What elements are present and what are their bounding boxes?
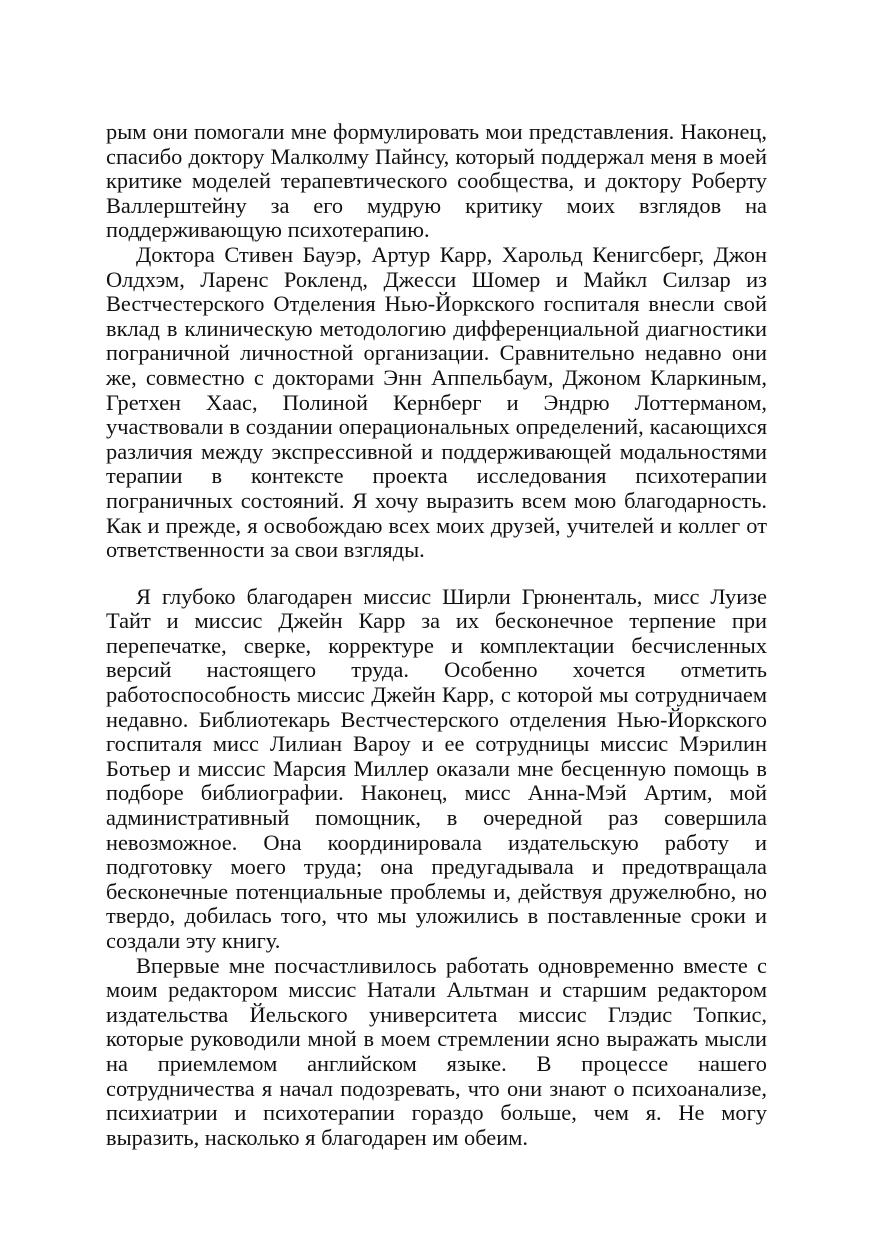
body-text	[106, 120, 767, 1150]
paragraph-editors-thanks: Впервые мне посчастливилось работать одновременно вместе с моим редактором миссис Натали Альтман и старшим редактором издательства Йельского университета миссис Глэдис Топкис, которые руководили мной в моем стремлении ясно выражать мысли на приемлемом английском языке. В процессе нашего сотрудничества я начал подозревать, что они знают о психоанализе, психиатрии и психотерапии гораздо больше, чем я. Не могу выразить, насколько я благодарен им обеим.	[106, 952, 767, 1150]
paragraph-colleagues: Доктора Стивен Бауэр, Артур Карр, Харольд Кенигсберг, Джон Олдхэм, Ларенс Рокленд, Джесси Шомер и Майкл Силзар из Вестчестерского Отделения Нью-Йоркского госпиталя внесли свой вклад в клиническую методологию дифференциальной диагностики пограничной личностной организации. Сравнительно недавно они же, совместно с докторами Энн Аппельбаум, Джоном Кларкиным, Гретхен Хаас, Полиной Кернберг и Эндрю Лоттерманом, участвовали в создании операциональных определений, касающихся различия между экспрессивной и поддерживающей модальностями терапии в контексте проекта исследования психотерапии пограничных состояний. Я хочу выразить всем мою благодарность. Как и прежде, я освобождаю всех моих друзей, учителей и коллег от ответственности за свои взгляды.	[106, 241, 767, 563]
paragraph-staff-thanks: Я глубоко благодарен миссис Ширли Грюненталь, мисс Луизе Тайт и миссис Джейн Карр за их бесконечное терпение при перепечатке, сверке, корректуре и комплектации бесчисленных версий настоящего труда. Особенно хочется отметить работоспособность миссис Джейн Карр, с которой мы сотрудничаем недавно. Библиотекарь Вестчестерского отделения Нью-Йоркского госпиталя мисс Лилиан Вароу и ее сотрудницы миссис Мэрилин Ботьер и миссис Марсия Миллер оказали мне бесценную помощь в подборе библиографии. Наконец, мисс Анна-Мэй Артим, мой административный помощник, в очередной раз совершила невозможное. Она координировала издательскую работу и подготовку моего труда; она предугадывала и предотвращала бесконечные потенциальные проблемы и, действуя дружелюбно, но твердо, добилась того, что мы уложились в поставленные сроки и создали эту книгу.	[106, 583, 767, 953]
section-divider-space	[106, 563, 767, 585]
paragraph-continuation: рым они помогали мне формулировать мои представления. Наконец, спасибо доктору Малколму Пайнсу, который поддержал меня в моей критике моделей терапевтического сообщества, и доктору Роберту Валлерштейну за его мудрую критику моих взглядов на поддерживающую психотерапию.	[106, 119, 767, 243]
